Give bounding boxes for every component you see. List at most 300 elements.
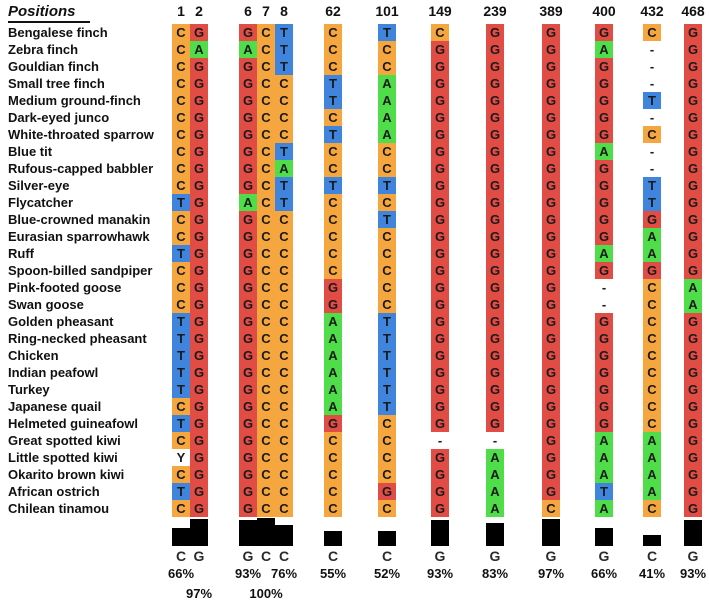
position-number: 432	[640, 3, 664, 19]
base-cell: T	[324, 92, 342, 109]
base-cell: C	[378, 500, 396, 517]
base-cell: C	[275, 449, 293, 466]
base-cell: G	[431, 58, 449, 75]
base-cell: A	[378, 109, 396, 126]
base-cell: A	[684, 296, 702, 313]
base-cell: C	[257, 58, 275, 75]
base-cell: G	[684, 75, 702, 92]
base-cell: C	[172, 160, 190, 177]
base-cell: C	[172, 398, 190, 415]
position-number: 389	[539, 3, 563, 19]
base-cell: G	[239, 143, 257, 160]
base-cell: G	[431, 381, 449, 398]
base-cell: G	[239, 75, 257, 92]
base-cell: A	[378, 75, 396, 92]
base-cell: C	[324, 160, 342, 177]
base-cell: C	[643, 296, 661, 313]
base-cell: G	[486, 211, 504, 228]
base-cell: C	[275, 211, 293, 228]
base-cell: C	[257, 160, 275, 177]
conservation-bar	[190, 519, 208, 546]
base-cell: G	[431, 75, 449, 92]
base-cell: C	[378, 466, 396, 483]
conservation-bar	[643, 535, 661, 546]
base-cell: T	[643, 92, 661, 109]
base-cell: C	[257, 109, 275, 126]
base-cell: G	[239, 126, 257, 143]
base-cell: T	[275, 58, 293, 75]
base-cell: G	[542, 432, 560, 449]
base-cell: G	[542, 177, 560, 194]
base-cell: A	[643, 432, 661, 449]
base-cell: C	[378, 296, 396, 313]
base-cell: G	[595, 262, 613, 279]
consensus-percent: 97%	[537, 566, 565, 581]
base-cell: C	[275, 415, 293, 432]
species-label: Blue tit	[8, 144, 53, 159]
base-cell: G	[684, 143, 702, 160]
base-cell: A	[643, 245, 661, 262]
species-label: Bengalese finch	[8, 25, 108, 40]
base-cell: G	[684, 41, 702, 58]
base-cell: G	[486, 228, 504, 245]
base-cell: G	[486, 296, 504, 313]
base-cell: C	[378, 160, 396, 177]
base-cell: A	[324, 347, 342, 364]
base-cell: G	[684, 92, 702, 109]
base-cell: G	[542, 75, 560, 92]
base-cell: C	[643, 500, 661, 517]
conservation-bar	[684, 520, 702, 546]
base-cell: G	[431, 143, 449, 160]
base-cell: C	[324, 41, 342, 58]
base-cell: G	[431, 245, 449, 262]
base-cell: C	[378, 194, 396, 211]
base-cell: C	[257, 92, 275, 109]
base-cell: A	[486, 466, 504, 483]
base-cell: G	[239, 279, 257, 296]
species-label: Silver-eye	[8, 178, 70, 193]
base-cell: A	[378, 92, 396, 109]
base-cell: G	[190, 330, 208, 347]
base-cell: G	[190, 228, 208, 245]
base-cell: C	[378, 228, 396, 245]
base-cell: G	[684, 126, 702, 143]
base-cell: G	[542, 415, 560, 432]
base-cell: G	[239, 381, 257, 398]
species-label: Gouldian finch	[8, 59, 99, 74]
base-cell: G	[542, 109, 560, 126]
species-label: Rufous-capped babbler	[8, 161, 154, 176]
base-cell: G	[595, 58, 613, 75]
base-cell: G	[324, 296, 342, 313]
base-cell: C	[257, 432, 275, 449]
gap-cell: -	[649, 59, 655, 74]
base-cell: G	[239, 398, 257, 415]
position-number: 8	[280, 3, 288, 19]
base-cell: C	[275, 381, 293, 398]
base-cell: G	[595, 75, 613, 92]
base-cell: C	[172, 279, 190, 296]
conservation-bar	[542, 519, 560, 546]
base-cell: C	[324, 58, 342, 75]
base-cell: G	[190, 466, 208, 483]
base-cell: C	[275, 330, 293, 347]
base-cell: A	[486, 500, 504, 517]
base-cell: C	[257, 483, 275, 500]
base-cell: G	[239, 109, 257, 126]
base-cell: G	[486, 143, 504, 160]
base-cell: C	[275, 109, 293, 126]
base-cell: T	[172, 381, 190, 398]
base-cell: C	[275, 398, 293, 415]
base-cell: A	[275, 160, 293, 177]
position-number: 1	[177, 3, 185, 19]
base-cell: G	[684, 228, 702, 245]
gap-cell: -	[649, 110, 655, 125]
base-cell: C	[643, 24, 661, 41]
species-label: Spoon-billed sandpiper	[8, 263, 153, 278]
species-label: Japanese quail	[8, 399, 102, 414]
base-cell: G	[542, 126, 560, 143]
base-cell: G	[190, 177, 208, 194]
base-cell: C	[257, 364, 275, 381]
species-label: Blue-crowned manakin	[8, 212, 151, 227]
consensus-letter: C	[327, 548, 339, 564]
base-cell: G	[684, 381, 702, 398]
base-cell: A	[486, 483, 504, 500]
base-cell: G	[595, 364, 613, 381]
species-label: Small tree finch	[8, 76, 105, 91]
base-cell: T	[172, 483, 190, 500]
base-cell: T	[172, 330, 190, 347]
species-label: Zebra finch	[8, 42, 79, 57]
consensus-percent: 93%	[679, 566, 707, 581]
position-number: 400	[592, 3, 616, 19]
species-label: Chilean tinamou	[8, 501, 110, 516]
base-cell: C	[643, 381, 661, 398]
base-cell: G	[190, 92, 208, 109]
base-cell: C	[378, 143, 396, 160]
species-label: Turkey	[8, 382, 50, 397]
species-label: Pink-footed goose	[8, 280, 122, 295]
base-cell: G	[684, 466, 702, 483]
base-cell: C	[257, 296, 275, 313]
base-cell: C	[643, 126, 661, 143]
base-cell: G	[190, 381, 208, 398]
base-cell: G	[324, 279, 342, 296]
consensus-percent: 76%	[270, 566, 298, 581]
base-cell: G	[190, 432, 208, 449]
base-cell: C	[643, 279, 661, 296]
base-cell: C	[172, 500, 190, 517]
base-cell: G	[431, 364, 449, 381]
base-cell: A	[324, 313, 342, 330]
base-cell: C	[324, 228, 342, 245]
base-cell: C	[324, 194, 342, 211]
base-cell: G	[684, 432, 702, 449]
base-cell: C	[378, 449, 396, 466]
position-number: 149	[428, 3, 452, 19]
base-cell: G	[190, 143, 208, 160]
base-cell: G	[486, 126, 504, 143]
base-cell: G	[684, 24, 702, 41]
base-cell: G	[684, 449, 702, 466]
base-cell: C	[378, 58, 396, 75]
species-label: Chicken	[8, 348, 59, 363]
base-cell: C	[257, 126, 275, 143]
base-cell: T	[378, 211, 396, 228]
base-cell: C	[324, 245, 342, 262]
base-cell: C	[257, 75, 275, 92]
base-cell: T	[324, 126, 342, 143]
base-cell: G	[542, 449, 560, 466]
base-cell: G	[486, 415, 504, 432]
base-cell: G	[684, 211, 702, 228]
base-cell: G	[486, 330, 504, 347]
base-cell: A	[643, 483, 661, 500]
base-cell: G	[684, 500, 702, 517]
base-cell: C	[257, 415, 275, 432]
base-cell: A	[595, 432, 613, 449]
base-cell: G	[486, 313, 504, 330]
base-cell: C	[275, 313, 293, 330]
base-cell: G	[190, 211, 208, 228]
conservation-bar	[378, 531, 396, 546]
base-cell: G	[542, 279, 560, 296]
base-cell: G	[542, 58, 560, 75]
base-cell: C	[378, 279, 396, 296]
base-cell: A	[324, 398, 342, 415]
base-cell: G	[486, 58, 504, 75]
base-cell: C	[172, 177, 190, 194]
base-cell: G	[542, 313, 560, 330]
base-cell: A	[324, 364, 342, 381]
conservation-bar	[172, 528, 190, 546]
conservation-bar	[595, 528, 613, 546]
consensus-letter: G	[489, 548, 501, 564]
base-cell: G	[190, 364, 208, 381]
base-cell: G	[542, 24, 560, 41]
base-cell: C	[378, 262, 396, 279]
base-cell: G	[378, 483, 396, 500]
base-cell: G	[595, 347, 613, 364]
base-cell: G	[595, 160, 613, 177]
base-cell: G	[239, 24, 257, 41]
position-number: 2	[195, 3, 203, 19]
species-label: Ring-necked pheasant	[8, 331, 147, 346]
base-cell: G	[542, 398, 560, 415]
base-cell: G	[431, 415, 449, 432]
base-cell: C	[172, 126, 190, 143]
base-cell: G	[431, 330, 449, 347]
species-label: African ostrich	[8, 484, 100, 499]
gap-cell: -	[649, 76, 655, 91]
base-cell: C	[275, 126, 293, 143]
consensus-letter: C	[260, 548, 272, 564]
base-cell: G	[190, 75, 208, 92]
base-cell: C	[643, 330, 661, 347]
base-cell: G	[542, 381, 560, 398]
base-cell: C	[324, 262, 342, 279]
base-cell: C	[275, 228, 293, 245]
base-cell: T	[378, 381, 396, 398]
base-cell: C	[324, 24, 342, 41]
base-cell: G	[239, 58, 257, 75]
base-cell: G	[595, 126, 613, 143]
species-label: Swan goose	[8, 297, 84, 312]
base-cell: C	[172, 262, 190, 279]
base-cell: T	[324, 75, 342, 92]
base-cell: C	[172, 92, 190, 109]
base-cell: C	[257, 466, 275, 483]
base-cell: C	[275, 500, 293, 517]
consensus-letter: G	[598, 548, 610, 564]
base-cell: G	[431, 228, 449, 245]
base-cell: G	[431, 177, 449, 194]
conservation-bar	[239, 520, 257, 546]
base-cell: G	[542, 296, 560, 313]
base-cell: G	[239, 92, 257, 109]
base-cell: C	[643, 398, 661, 415]
gap-cell: -	[601, 297, 607, 312]
gap-cell: -	[437, 433, 443, 448]
base-cell: G	[431, 41, 449, 58]
base-cell: T	[378, 313, 396, 330]
base-cell: G	[239, 262, 257, 279]
base-cell: G	[190, 58, 208, 75]
species-label: Little spotted kiwi	[8, 450, 118, 465]
base-cell: C	[172, 432, 190, 449]
position-number: 7	[262, 3, 270, 19]
base-cell: G	[542, 330, 560, 347]
base-cell: G	[684, 58, 702, 75]
base-cell: G	[239, 313, 257, 330]
base-cell: A	[643, 466, 661, 483]
base-cell: A	[595, 41, 613, 58]
base-cell: G	[486, 194, 504, 211]
base-cell: G	[486, 347, 504, 364]
base-cell: G	[239, 347, 257, 364]
base-cell: C	[257, 24, 275, 41]
base-cell: G	[239, 228, 257, 245]
base-cell: A	[595, 143, 613, 160]
base-cell: C	[275, 262, 293, 279]
base-cell: A	[324, 381, 342, 398]
base-cell: C	[324, 500, 342, 517]
base-cell: G	[684, 330, 702, 347]
base-cell: G	[431, 109, 449, 126]
base-cell: T	[275, 24, 293, 41]
base-cell: G	[431, 483, 449, 500]
base-cell: G	[595, 415, 613, 432]
base-cell: G	[486, 41, 504, 58]
base-cell: G	[431, 92, 449, 109]
base-cell: C	[643, 347, 661, 364]
base-cell: C	[257, 500, 275, 517]
base-cell: G	[190, 194, 208, 211]
base-cell: G	[190, 449, 208, 466]
base-cell: G	[190, 245, 208, 262]
base-cell: T	[595, 483, 613, 500]
gap-cell: -	[649, 144, 655, 159]
base-cell: A	[595, 500, 613, 517]
consensus-percent: 100%	[249, 586, 283, 600]
base-cell: G	[684, 194, 702, 211]
base-cell: C	[378, 432, 396, 449]
position-number: 62	[325, 3, 341, 19]
consensus-percent: 97%	[185, 586, 213, 600]
base-cell: T	[643, 177, 661, 194]
base-cell: G	[190, 109, 208, 126]
base-cell: C	[257, 194, 275, 211]
base-cell: C	[275, 296, 293, 313]
base-cell: C	[257, 41, 275, 58]
position-number: 468	[681, 3, 705, 19]
base-cell: C	[172, 228, 190, 245]
consensus-letter: G	[193, 548, 205, 564]
base-cell: C	[257, 381, 275, 398]
base-cell: G	[486, 262, 504, 279]
base-cell: C	[275, 92, 293, 109]
base-cell: G	[486, 109, 504, 126]
conservation-bar	[486, 523, 504, 546]
base-cell: G	[190, 24, 208, 41]
base-cell: G	[595, 228, 613, 245]
base-cell: G	[486, 245, 504, 262]
base-cell: G	[542, 466, 560, 483]
base-cell: G	[190, 347, 208, 364]
base-cell: G	[486, 92, 504, 109]
conservation-bar	[324, 531, 342, 546]
species-label: Golden pheasant	[8, 314, 114, 329]
position-number: 101	[375, 3, 399, 19]
species-label: Ruff	[8, 246, 34, 261]
base-cell: G	[595, 177, 613, 194]
base-cell: G	[431, 398, 449, 415]
base-cell: Y	[176, 450, 186, 465]
base-cell: G	[542, 160, 560, 177]
base-cell: G	[486, 398, 504, 415]
base-cell: G	[190, 296, 208, 313]
base-cell: C	[275, 466, 293, 483]
base-cell: G	[542, 262, 560, 279]
species-label: Okarito brown kiwi	[8, 467, 125, 482]
base-cell: G	[239, 364, 257, 381]
base-cell: G	[542, 228, 560, 245]
gap-cell: -	[649, 161, 655, 176]
base-cell: C	[378, 245, 396, 262]
base-cell: C	[257, 330, 275, 347]
base-cell: G	[190, 483, 208, 500]
base-cell: C	[275, 347, 293, 364]
base-cell: G	[684, 415, 702, 432]
gap-cell: -	[649, 42, 655, 57]
base-cell: G	[239, 330, 257, 347]
base-cell: G	[431, 313, 449, 330]
base-cell: G	[595, 330, 613, 347]
base-cell: C	[257, 279, 275, 296]
base-cell: G	[239, 415, 257, 432]
base-cell: G	[684, 160, 702, 177]
consensus-letter: C	[381, 548, 393, 564]
base-cell: G	[239, 449, 257, 466]
base-cell: G	[431, 500, 449, 517]
base-cell: G	[486, 24, 504, 41]
consensus-letter: G	[545, 548, 557, 564]
base-cell: G	[190, 126, 208, 143]
base-cell: C	[257, 228, 275, 245]
